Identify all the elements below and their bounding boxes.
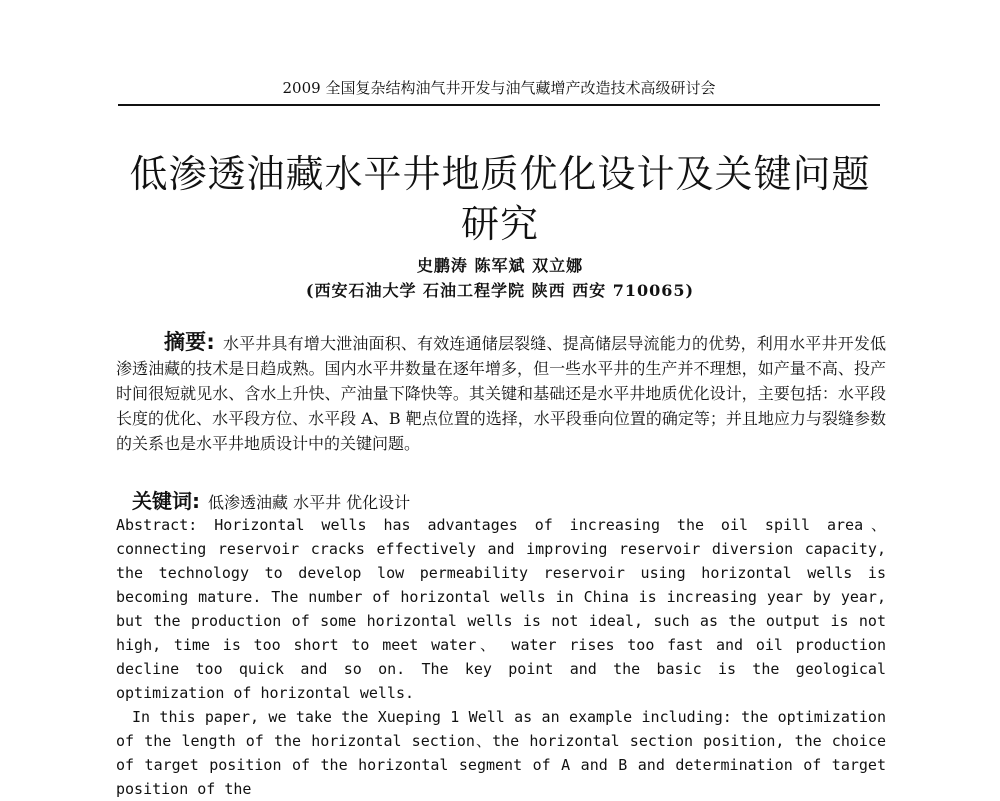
authors: 史鹏涛 陈军斌 双立娜 (416, 256, 584, 275)
abstract-text: 水平井具有增大泄油面积、有效连通储层裂缝、提高储层导流能力的优势，利用水平井开发低渗透油藏的技术是日趋成熟。国内水平井数量在逐年增多，但一些水平井的生产并不理想，如产量不高、投产时间很短就见水、含水上升快、产油量下降快等。其关键和基础还是水平井地质优化设计，主要包括：水平段长度的优化、水平段方位、水平段 A、B 靶点位置的选择，水平段垂向位置的确定等；并且地应力与裂缝参数的关系也是水平井地质设计中的关键问题。 (116, 334, 886, 453)
keywords-label: 关键词: (132, 489, 200, 513)
paper-title-line-2: 研究 (460, 202, 539, 247)
keywords-text: 低渗透油藏 水平井 优化设计 (208, 493, 411, 512)
abstract-label: 摘要: (164, 330, 215, 354)
conference-header: 2009 全国复杂结构油气井开发与油气藏增产改造技术高级研讨会 (118, 74, 880, 106)
paper-title-line-1: 低渗透油藏水平井地质优化设计及关键问题 (129, 152, 871, 197)
paper-title (110, 149, 890, 249)
english-abstract-paragraph-1: Abstract: Horizontal wells has advantages of increasing the oil spill area、connecting reservoir cracks effectively and improving reservoir diversion capacity, the technology to develop low permeability reservoir using horizontal wells is becoming mature. The number of horizontal wells in China is increasing year by year, but the production of some horizontal wells is not ideal, such as the output is not high, time is too short to meet water、 water rises too fast and oil production decline too quick and so on. The key point and the basic is the geological optimization of horizontal wells. (116, 516, 886, 702)
english-abstract (116, 513, 886, 801)
affiliation: (西安石油大学 石油工程学院 陕西 西安 710065) (305, 281, 695, 300)
chinese-abstract (116, 330, 886, 456)
english-abstract-paragraph-2: In this paper, we take the Xueping 1 Well as an example including: the optimization of the length of the horizontal section、the horizontal section position, the choice of target position of the horizontal segment of A and B and determination of target position of the (116, 708, 886, 798)
